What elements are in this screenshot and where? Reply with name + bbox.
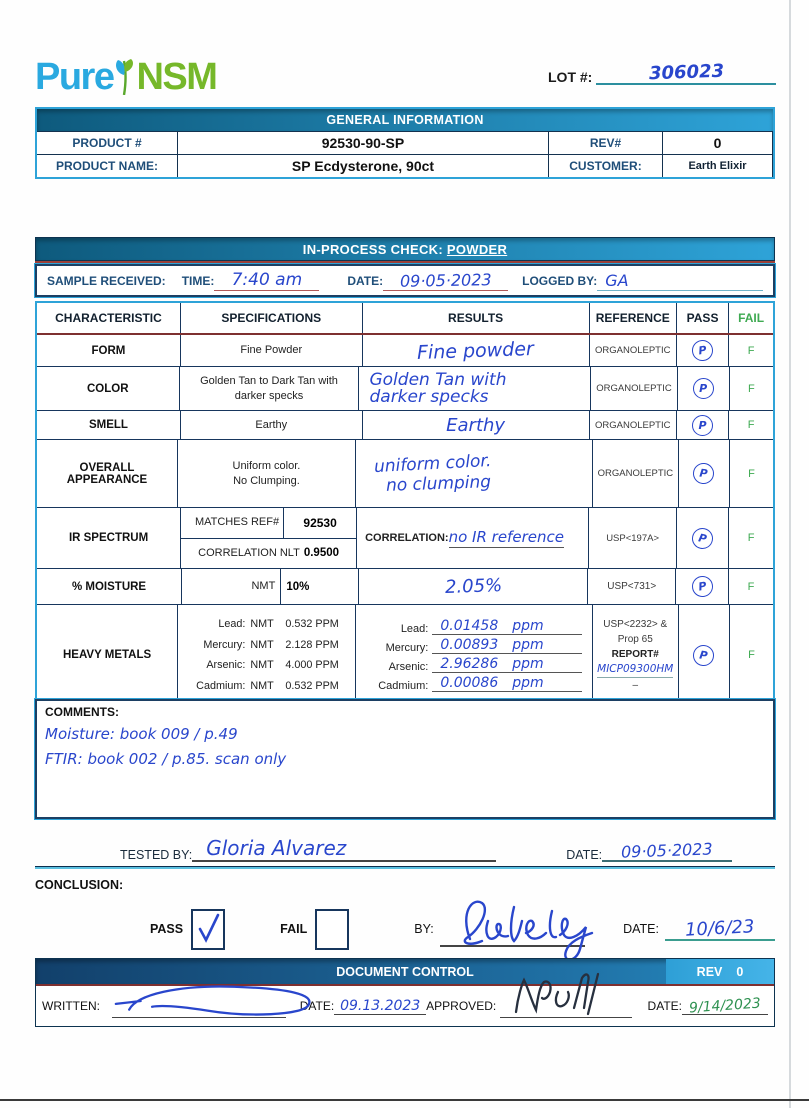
heavy-spec-mercury-label: Mercury: — [203, 638, 246, 651]
comments-box — [35, 699, 775, 819]
heavy-result-lead — [366, 618, 582, 635]
rev-label: REV# — [549, 132, 663, 154]
product-name-row — [37, 154, 773, 177]
heavy-spec-lead-label: Lead: — [218, 618, 246, 630]
fail-checkbox — [315, 909, 349, 950]
heavy-reference-usp: USP<2232> & — [603, 618, 668, 630]
written-label: WRITTEN: — [42, 999, 100, 1013]
color-fail: F — [747, 382, 755, 395]
company-logo — [35, 56, 216, 99]
smell-spec: Earthy — [181, 411, 363, 439]
heavy-result-mercury — [366, 637, 582, 654]
approved-signature — [506, 969, 626, 1021]
ir-characteristic: IR SPECTRUM — [37, 508, 181, 568]
tested-by-handwritten: Gloria Alvarez — [206, 836, 347, 860]
color-result-line2: darker specks — [369, 387, 489, 407]
ir-matches-ref-label: MATCHES REF# — [194, 516, 280, 529]
overall-spec-line1: Uniform color. — [232, 459, 301, 472]
heavy-spec-arsenic-limit: 4.000 PPM — [285, 659, 339, 671]
heavy-spec-mercury-limit: 2.128 PPM — [285, 638, 339, 651]
heavy-characteristic: HEAVY METALS — [37, 605, 178, 705]
moisture-reference: USP<731> — [588, 569, 676, 604]
sample-date-label: DATE: — [347, 273, 384, 288]
ir-correlation-nlt-value: 0.9500 — [303, 547, 340, 560]
pass-checkbox — [191, 909, 225, 950]
heavy-result-arsenic-label: Arsenic: — [388, 661, 429, 673]
product-number-label: PRODUCT # — [37, 132, 178, 154]
written-date-label: DATE: — [299, 999, 335, 1013]
color-spec-line1: Golden Tan to Dark Tan with — [200, 374, 338, 387]
lot-label: LOT #: — [548, 69, 593, 85]
comments-label: COMMENTS: — [45, 705, 119, 719]
heavy-result-arsenic — [366, 656, 582, 673]
conclusion-date-label: DATE: — [623, 922, 659, 936]
form-pass-mark: P — [691, 339, 715, 363]
conclusion-row — [35, 900, 775, 958]
moisture-characteristic: % MOISTURE — [37, 569, 182, 604]
customer-label: CUSTOMER: — [549, 155, 663, 177]
time-label: TIME: — [181, 273, 215, 288]
conclusion-pass-label: PASS — [150, 922, 184, 936]
logo-nsm-text: NSM — [136, 56, 217, 98]
smell-characteristic: SMELL — [37, 411, 181, 439]
product-name-value: SP Ecdysterone, 90ct — [178, 155, 549, 177]
conclusion-by-label: BY: — [414, 922, 434, 936]
heavy-result-arsenic-value: 2.96286 — [440, 656, 499, 672]
approved-date-handwritten: 9/14/2023 — [688, 995, 762, 1016]
heavy-spec-arsenic-label: Arsenic: — [206, 659, 246, 671]
smell-result-handwritten: Earthy — [446, 414, 506, 436]
heavy-spec-cadmium-nmt: NMT — [250, 679, 274, 692]
tested-date-label: DATE: — [566, 848, 603, 862]
in-process-title: IN-PROCESS CHECK: — [302, 241, 443, 257]
written-date-handwritten: 09.13.2023 — [340, 997, 421, 1014]
moisture-pass-mark: P — [690, 574, 714, 598]
conclusion-label: CONCLUSION: — [35, 878, 124, 892]
row-form — [37, 335, 773, 367]
heavy-result-arsenic-unit: ppm — [512, 656, 544, 672]
tested-date-handwritten: 09·05·2023 — [621, 839, 714, 862]
color-result-line1: Golden Tan with — [369, 370, 507, 390]
header-results: RESULTS — [363, 303, 590, 333]
approved-label: APPROVED: — [426, 999, 497, 1013]
document-control-section — [35, 958, 775, 1027]
row-ir-spectrum — [37, 508, 773, 569]
product-name-label: PRODUCT NAME: — [37, 155, 178, 177]
overall-result-line2: no clumping — [385, 471, 492, 496]
lot-value-handwritten: 306023 — [648, 60, 725, 85]
form-result-handwritten: Fine powder — [416, 337, 535, 364]
sample-received-label: SAMPLE RECEIVED: — [47, 273, 166, 288]
conclusion-fail-label: FAIL — [280, 922, 308, 936]
product-number-row — [37, 131, 773, 154]
time-value-handwritten: 7:40 am — [231, 270, 303, 290]
ir-result-handwritten: no IR reference — [448, 528, 564, 546]
scan-edge-right — [789, 0, 791, 1108]
heavy-fail: F — [748, 649, 755, 661]
leaf-icon — [115, 57, 135, 95]
form-fail: F — [747, 344, 755, 357]
table-header-row — [37, 303, 773, 335]
rev-word: REV — [696, 964, 723, 979]
header-pass: PASS — [677, 303, 729, 333]
document-control-row — [36, 984, 774, 1026]
color-reference: ORGANOLEPTIC — [591, 367, 677, 410]
customer-value: Earth Elixir — [663, 155, 773, 177]
document-control-title: DOCUMENT CONTROL — [336, 964, 474, 979]
written-signature — [112, 981, 322, 1023]
moisture-limit-value: 10% — [280, 569, 358, 604]
heavy-result-mercury-value: 0.00893 — [440, 637, 499, 653]
color-spec-line2: darker specks — [234, 389, 304, 402]
general-information-table — [35, 107, 775, 179]
sample-date-handwritten: 09·05·2023 — [399, 269, 492, 291]
heavy-result-cadmium-unit: ppm — [512, 675, 544, 691]
tested-by-row — [35, 836, 775, 862]
overall-reference: ORGANOLEPTIC — [593, 440, 679, 507]
tested-by-label: TESTED BY: — [120, 848, 193, 862]
overall-result-line1: uniform color. — [373, 450, 492, 477]
form-spec: Fine Powder — [181, 335, 363, 366]
heavy-spec-cadmium-limit: 0.532 PPM — [285, 679, 339, 692]
heavy-spec-mercury-nmt: NMT — [250, 638, 274, 651]
ir-correlation-nlt-label: CORRELATION NLT — [198, 546, 300, 559]
scan-edge-bottom — [0, 1099, 809, 1101]
heavy-reference-prop65: Prop 65 — [617, 633, 653, 645]
ir-reference: USP<197A> — [589, 508, 676, 568]
smell-pass-mark: P — [692, 415, 713, 436]
heavy-report-number-handwritten: MICP09300HM — [597, 662, 673, 679]
general-information-header: GENERAL INFORMATION — [37, 109, 773, 131]
heavy-result-mercury-unit: ppm — [512, 637, 544, 653]
lot-number-field — [548, 62, 776, 85]
overall-fail: F — [748, 467, 755, 480]
heavy-result-cadmium — [366, 675, 582, 692]
row-heavy-metals — [37, 605, 773, 705]
section-divider — [35, 866, 775, 869]
in-process-table — [35, 301, 775, 707]
conclusion-signature — [440, 895, 600, 967]
overall-characteristic-line1: OVERALL — [79, 461, 135, 474]
heavy-spec-lead-limit: 0.532 PPM — [285, 618, 339, 630]
rev-number: 0 — [736, 964, 744, 979]
heavy-result-cadmium-label: Cadmium: — [378, 680, 429, 692]
form-characteristic: FORM — [37, 335, 181, 366]
overall-characteristic-line2: APPEARANCE — [66, 473, 148, 486]
row-moisture — [37, 569, 773, 605]
overall-spec-line2: No Clumping. — [233, 474, 300, 487]
smell-fail: F — [747, 419, 755, 431]
header-specifications: SPECIFICATIONS — [181, 303, 363, 333]
ir-correlation-label: CORRELATION: — [365, 531, 449, 544]
heavy-result-lead-unit: ppm — [512, 618, 544, 634]
header-fail: FAIL — [738, 311, 765, 325]
document-control-rev — [666, 959, 774, 984]
heavy-pass-mark: P — [692, 643, 716, 667]
approved-date-label: DATE: — [647, 999, 682, 1013]
logged-by-label: LOGGED BY: — [522, 273, 598, 288]
pass-checkmark-icon — [193, 911, 223, 945]
logged-by-handwritten: GA — [605, 270, 629, 290]
form-reference: ORGANOLEPTIC — [590, 335, 677, 366]
heavy-result-mercury-label: Mercury: — [385, 642, 429, 654]
smell-reference: ORGANOLEPTIC — [590, 411, 677, 439]
heavy-spec-lines — [180, 614, 353, 696]
ir-pass-mark: P — [690, 526, 715, 551]
header-characteristic: CHARACTERISTIC — [37, 303, 181, 333]
row-smell — [37, 411, 773, 440]
heavy-spec-arsenic-nmt: NMT — [250, 659, 274, 671]
sample-received-row — [35, 264, 775, 297]
comments-line2-handwritten: FTIR: book 002 / p.85. scan only — [45, 750, 287, 768]
in-process-title-powder: POWDER — [446, 241, 508, 257]
row-overall-appearance — [37, 440, 773, 508]
color-pass-mark: P — [693, 378, 714, 399]
ir-fail: F — [747, 532, 755, 544]
ir-matches-ref-value: 92530 — [283, 508, 356, 538]
header-reference: REFERENCE — [590, 303, 677, 333]
moisture-fail: F — [747, 580, 755, 593]
logo-pure-text: Pure — [35, 56, 114, 98]
heavy-result-cadmium-value: 0.00086 — [440, 675, 499, 691]
in-process-check-header — [35, 237, 775, 261]
rev-value: 0 — [663, 132, 773, 154]
moisture-result-handwritten: 2.05% — [444, 575, 503, 598]
heavy-result-lead-value: 0.01458 — [440, 618, 499, 634]
overall-pass-mark: P — [692, 462, 715, 485]
heavy-result-lead-label: Lead: — [400, 623, 429, 635]
heavy-reference-dash: – — [632, 680, 639, 692]
heavy-spec-cadmium-label: Cadmium: — [196, 679, 246, 692]
conclusion-date-handwritten: 10/6/23 — [684, 915, 756, 941]
product-number-value: 92530-90-SP — [178, 132, 549, 154]
row-color — [37, 367, 773, 411]
heavy-spec-lead-nmt: NMT — [250, 618, 274, 630]
moisture-nmt-label: NMT — [251, 580, 276, 593]
color-characteristic: COLOR — [37, 367, 180, 410]
heavy-report-label: REPORT# — [611, 648, 659, 660]
comments-line1-handwritten: Moisture: book 009 / p.49 — [45, 725, 238, 743]
